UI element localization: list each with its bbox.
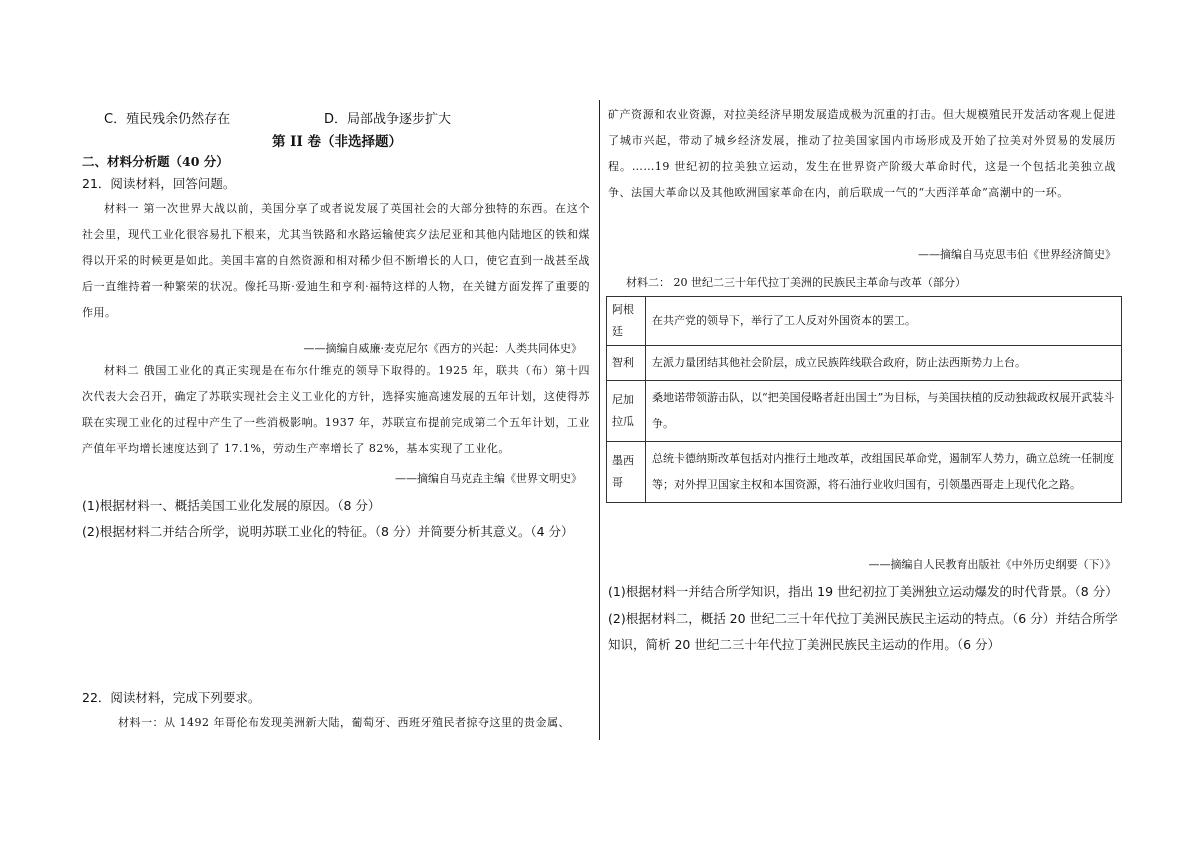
q22-intro: 22．阅读材料，完成下列要求。 bbox=[82, 690, 261, 705]
table-row bbox=[607, 381, 1122, 442]
q22-ask-1: (1)根据材料一并结合所学知识，指出 19 世纪初拉丁美洲独立运动爆发的时代背景。（8 分） bbox=[608, 584, 1118, 599]
q22-source-2: ——摘编自人民教育出版社《中外历史纲要（下）》 bbox=[868, 558, 1116, 571]
q21-source-1: ——摘编自威廉·麦克尼尔《西方的兴起：人类共同体史》 bbox=[303, 342, 582, 355]
section-heading: 二、材料分析题（40 分） bbox=[82, 154, 229, 169]
q22-source-1: ——摘编自马克思韦伯《世界经济简史》 bbox=[918, 248, 1116, 261]
column-divider bbox=[599, 100, 600, 740]
table-cell-content: 左派力量团结其他社会阶层，成立民族阵线联合政府，防止法西斯势力上台。 bbox=[646, 346, 1122, 381]
table-cell-content: 在共产党的领导下，举行了工人反对外国资本的罢工。 bbox=[646, 297, 1122, 346]
table-row bbox=[607, 346, 1122, 381]
answer-options bbox=[104, 108, 584, 127]
part-title: 第 II 卷（非选择题） bbox=[271, 134, 403, 150]
table-cell-country: 尼加拉瓜 bbox=[607, 381, 646, 442]
table-cell-country: 智利 bbox=[607, 346, 646, 381]
table-row bbox=[607, 297, 1122, 346]
table-row bbox=[607, 442, 1122, 503]
table-cell-country: 阿根廷 bbox=[607, 297, 646, 346]
q22-material-1-start: 材料一：从 1492 年哥伦布发现美洲新大陆，葡萄牙、西班牙殖民者掠夺这里的贵金属、 bbox=[118, 716, 570, 729]
q21-material-2: 材料二 俄国工业化的真正实现是在布尔什维克的领导下取得的。1925 年，联共（布）第十四次代表大会召开，确定了苏联实现社会主义工业化的方针，选择实施高速发展的五年计划，这使得苏联在实现工业化的过程中产生了一些消极影响。1937 年，苏联宣布提前完成第二个五年计划，工业产值年平均增长速度达到了 17.1%，劳动生产率增长了 82%，基本实现了工业化。 bbox=[82, 364, 590, 455]
q22-material-2-title: 材料二： 20 世纪二三十年代拉丁美洲的民族民主革命与改革（部分） bbox=[626, 276, 966, 289]
q21-material-1: 材料一 第一次世界大战以前，美国分享了或者说发展了英国社会的大部分独特的东西。在这个社会里，现代工业化很容易扎下根来，尤其当铁路和水路运输使宾夕法尼亚和其他内陆地区的铁和煤得以开采的时候更是如此。美国丰富的自然资源和相对稀少但不断增长的人口，使它直到一战甚至战后一直维持着一种繁荣的状况。像托马斯·爱迪生和亨利·福特这样的人物，在关键方面发挥了重要的作用。 bbox=[82, 202, 590, 319]
q21-ask-2: (2)根据材料二并结合所学，说明苏联工业化的特征。（8 分）并简要分析其意义。（4 分） bbox=[82, 524, 574, 539]
option-c: C．殖民残余仍然存在 bbox=[104, 112, 231, 127]
table-cell-country: 墨西哥 bbox=[607, 442, 646, 503]
q22-ask-2: (2)根据材料二，概括 20 世纪二三十年代拉丁美洲民族民主运动的特点。（6 分）并结合所学知识，简析 20 世纪二三十年代拉丁美洲民族民主运动的作用。（6 分） bbox=[608, 611, 1118, 652]
option-d: D．局部战争逐步扩大 bbox=[324, 112, 452, 127]
q21-source-2: ——摘编自马克垚主编《世界文明史》 bbox=[395, 472, 582, 485]
q22-material-1-cont: 矿产资源和农业资源，对拉美经济早期发展造成极为沉重的打击。但大规模殖民开发活动客观上促进了城市兴起，带动了城乡经济发展，推动了拉美国家国内市场形成及开始了拉美对外贸易的发展历程。……19 世纪初的拉美独立运动，发生在世界资产阶级大革命时代，这是一个包括北美独立战争、法国大革命以及其他欧洲国家革命在内，前后联成一气的“大西洋革命”高潮中的一环。 bbox=[608, 108, 1116, 199]
q21-intro: 21．阅读材料，回答问题。 bbox=[82, 176, 236, 191]
reform-table bbox=[606, 296, 1122, 503]
table-cell-content: 总统卡德纳斯改革包括对内推行土地改革，改组国民革命党，遏制军人势力，确立总统一任制度等；对外捍卫国家主权和本国资源，将石油行业收归国有，引领墨西哥走上现代化之路。 bbox=[646, 442, 1122, 503]
q21-ask-1: (1)根据材料一、概括美国工业化发展的原因。（8 分） bbox=[82, 498, 381, 513]
table-cell-content: 桑地诺带领游击队，以“把美国侵略者赶出国土”为目标，与美国扶植的反动独裁政权展开武装斗争。 bbox=[646, 381, 1122, 442]
